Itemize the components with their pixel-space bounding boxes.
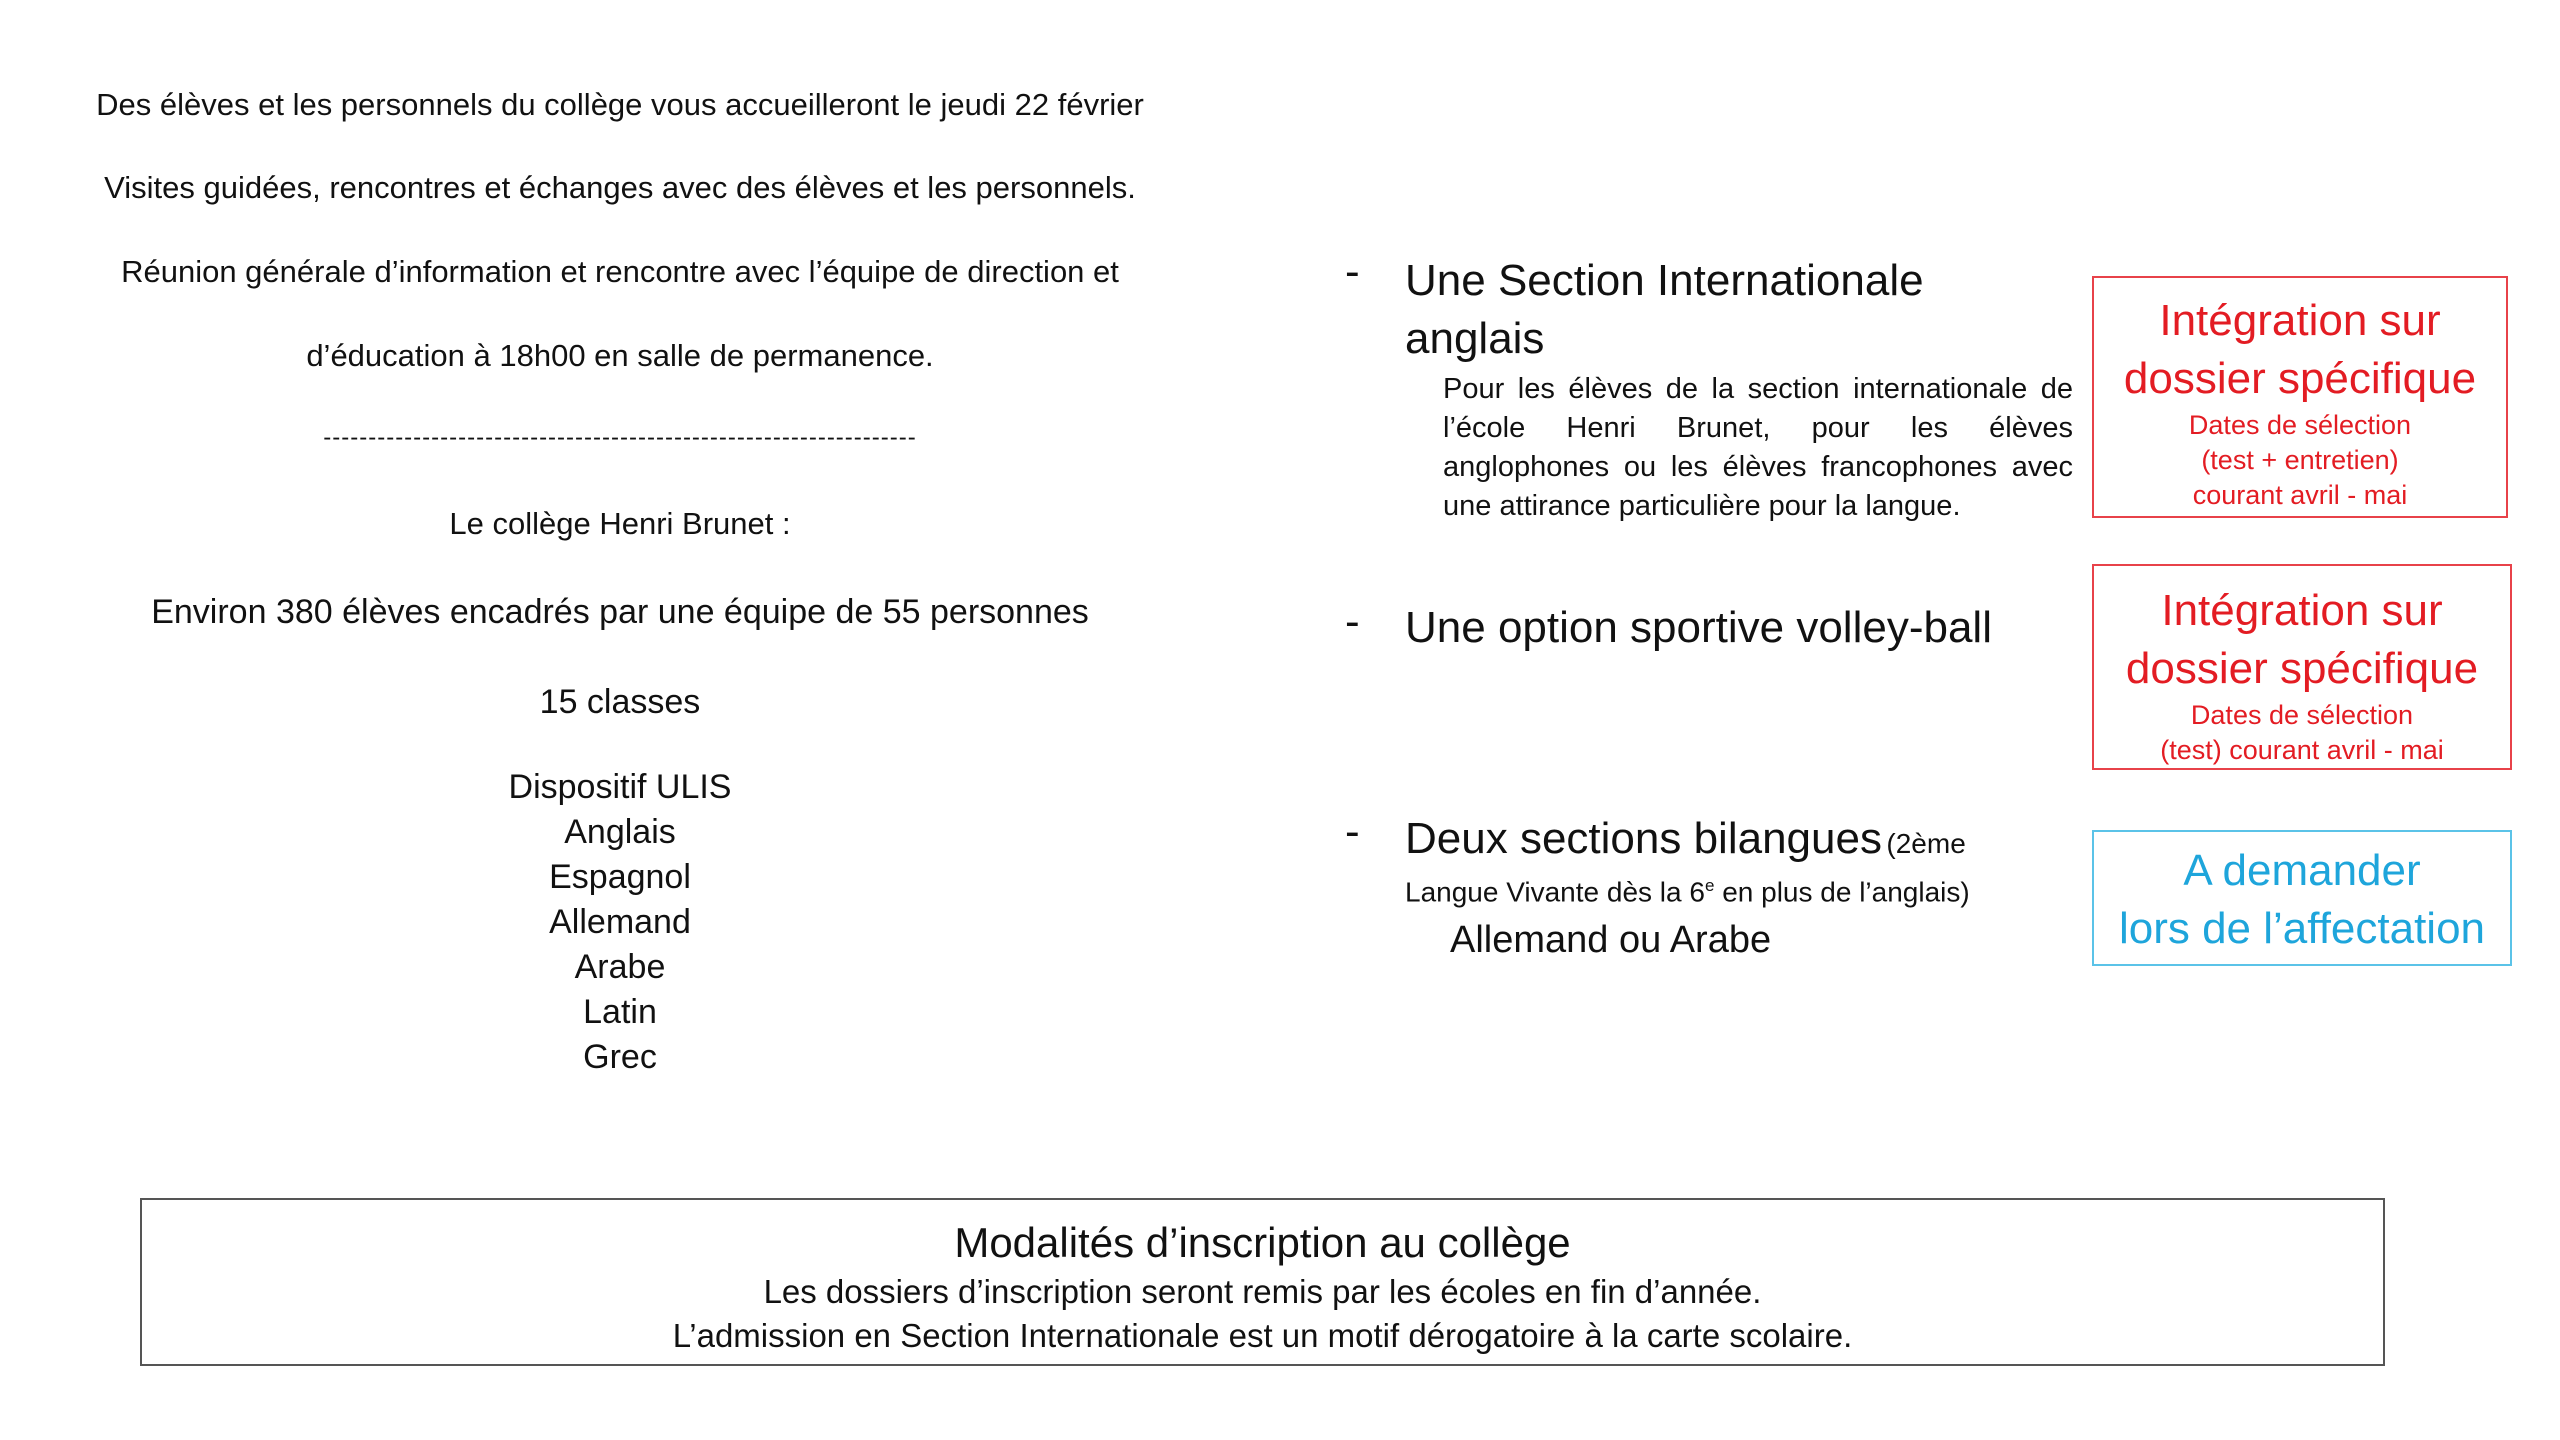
section-bilingual-heading (1405, 810, 1966, 868)
list-item: Grec (583, 1038, 657, 1076)
list-item: Anglais (564, 813, 676, 851)
box-subtitle: courant avril - mai (2192, 480, 2408, 510)
registration-line: L’admission en Section Internationale est un motif dérogatoire à la carte scolaire. (672, 1317, 1853, 1354)
box-title: dossier spécifique (2123, 354, 2477, 403)
integration-box-volleyball (2092, 564, 2512, 770)
box-title: A demander (2183, 846, 2421, 895)
bullet-dash: - (1345, 807, 1360, 856)
options-list (360, 765, 880, 1080)
students-count: Environ 380 élèves encadrés par une équipe de 55 personnes (151, 593, 1089, 631)
list-item: Latin (583, 993, 657, 1031)
box-title: lors de l’affectation (2118, 904, 2486, 953)
integration-box-international (2092, 276, 2508, 518)
note-text: en plus de l’anglais) (1714, 876, 1970, 908)
list-item: Dispositif ULIS (508, 768, 732, 806)
box-title: Intégration sur (2159, 296, 2441, 345)
meeting-text-line2: d’éducation à 18h00 en salle de permanence. (306, 338, 934, 373)
box-title: dossier spécifique (2125, 644, 2479, 693)
box-subtitle: (test) courant avril - mai (2160, 735, 2444, 765)
bilingual-note (1405, 868, 1970, 910)
classes-count: 15 classes (539, 683, 701, 721)
separator: ------------------------------------------------------------------ (323, 424, 917, 451)
visits-text: Visites guidées, rencontres et échanges avec des élèves et les personnels. (104, 170, 1136, 205)
note-superscript: e (1704, 876, 1715, 895)
meeting-text-line1: Réunion générale d’information et rencontre avec l’équipe de direction et (121, 254, 1119, 289)
heading-note: (2ème (1886, 828, 1966, 859)
note-text: Langue Vivante dès la 6 (1405, 876, 1705, 908)
section-international-description: Pour les élèves de la section internationale de l’école Henri Brunet, pour les élèves anglophones ou les élèves francophones avec une attirance particulière pour la langue. (1443, 373, 2073, 522)
section-international-heading (1405, 252, 1924, 368)
heading-text: Deux sections bilangues (1405, 814, 1882, 863)
list-item: Allemand (549, 903, 691, 941)
bullet-dash: - (1345, 597, 1360, 646)
registration-line: Les dossiers d’inscription seront remis par les écoles en fin d’année. (763, 1273, 1762, 1310)
heading-line: Une Section Internationale (1405, 256, 1924, 305)
college-name: Le collège Henri Brunet : (449, 506, 791, 541)
section-volleyball-heading: Une option sportive volley-ball (1405, 603, 1992, 652)
registration-box (140, 1198, 2385, 1366)
box-subtitle: Dates de sélection (2188, 410, 2412, 440)
bilingual-languages: Allemand ou Arabe (1450, 919, 1772, 961)
registration-title: Modalités d’inscription au collège (954, 1219, 1571, 1266)
welcome-text: Des élèves et les personnels du collège vous accueilleront le jeudi 22 février (96, 87, 1144, 122)
affectation-box (2092, 830, 2512, 966)
bullet-dash: - (1345, 247, 1360, 296)
list-item: Espagnol (549, 858, 691, 896)
box-subtitle: Dates de sélection (2190, 700, 2414, 730)
box-title: Intégration sur (2161, 586, 2443, 635)
heading-line: anglais (1405, 314, 1545, 363)
box-subtitle: (test + entretien) (2201, 445, 2399, 475)
list-item: Arabe (574, 948, 666, 986)
